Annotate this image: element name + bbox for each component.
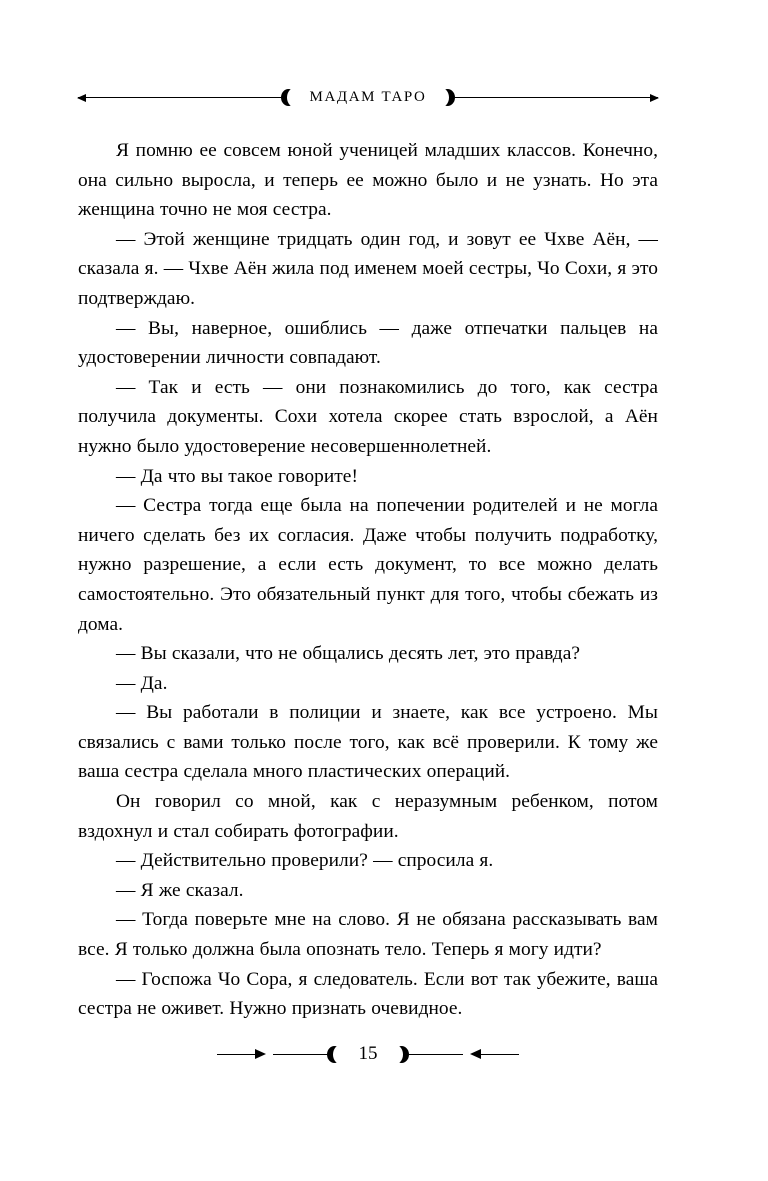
paragraph: — Вы сказали, что не общались десять лет, это правда? (116, 643, 581, 665)
footer-arrow-left (255, 1049, 266, 1059)
body-text (78, 136, 658, 1024)
footer-rule-outer-left (217, 1054, 255, 1055)
paragraph: — Тогда поверьте мне на слово. Я не обязана рассказывать вам все. Я только должна была опознать тело. Теперь я могу идти? (78, 909, 658, 961)
paragraph: Он говорил со мной, как с неразумным ребенком, потом вздохнул и стал собирать фотографии. (78, 791, 658, 842)
header-rule-left (78, 97, 281, 98)
paragraph: — Я же сказал. (116, 879, 244, 901)
crescent-moon-left-icon (281, 89, 296, 106)
page-footer (78, 1040, 658, 1068)
page-content (78, 84, 658, 1024)
running-head-title: МАДАМ ТАРО (309, 88, 427, 105)
footer-ornament-left (217, 1049, 327, 1059)
paragraph: — Сестра тогда еще была на попечении родителей и не могла ничего сделать без их согласия. Даже чтобы получить подработку, нужно разрешение, а если есть документ, то все можно делать самостоятельно. Это обязательный пункт для того, чтобы сбежать из дома. (78, 495, 658, 635)
page-number: 15 (358, 1043, 378, 1064)
paragraph: — Действительно проверили? — спросила я. (116, 850, 494, 872)
footer-rule-inner-right (409, 1054, 463, 1055)
paragraph: — Этой женщине тридцать один год, и зовут ее Чхве Аён, — сказала я. — Чхве Аён жила под именем моей сестры, Чо Сохи, я это подтверждаю. (78, 228, 658, 309)
footer-rule-outer-right (481, 1054, 519, 1055)
paragraph: — Да что вы такое говорите! (116, 465, 358, 487)
paragraph: — Да. (116, 672, 168, 694)
crescent-moon-right-icon (440, 89, 455, 106)
running-head (78, 84, 658, 110)
paragraph: — Так и есть — они познакомились до того, как сестра получила документы. Сохи хотела скорее стать взрослой, а Аён нужно было удостоверение несовершеннолетней. (78, 376, 658, 457)
footer-arrow-right (470, 1049, 481, 1059)
crescent-moon-left-icon (327, 1046, 342, 1063)
header-rule-right (455, 97, 658, 98)
footer-rule-inner-left (273, 1054, 327, 1055)
paragraph: — Вы работали в полиции и знаете, как все устроено. Мы связались с вами только после того, как всё проверили. К тому же ваша сестра сделала много пластических операций. (78, 702, 658, 783)
paragraph: — Вы, наверное, ошиблись — даже отпечатки пальцев на удостоверении личности совпадают. (78, 317, 658, 369)
paragraph: — Госпожа Чо Сора, я следователь. Если вот так убежите, ваша сестра не оживет. Нужно признать очевидное. (78, 968, 658, 1020)
paragraph: Я помню ее совсем юной ученицей младших классов. Конечно, она сильно выросла, и теперь ее можно было и не узнать. Но эта женщина точно не моя сестра. (78, 140, 658, 221)
footer-ornament-right (409, 1049, 519, 1059)
crescent-moon-right-icon (394, 1046, 409, 1063)
